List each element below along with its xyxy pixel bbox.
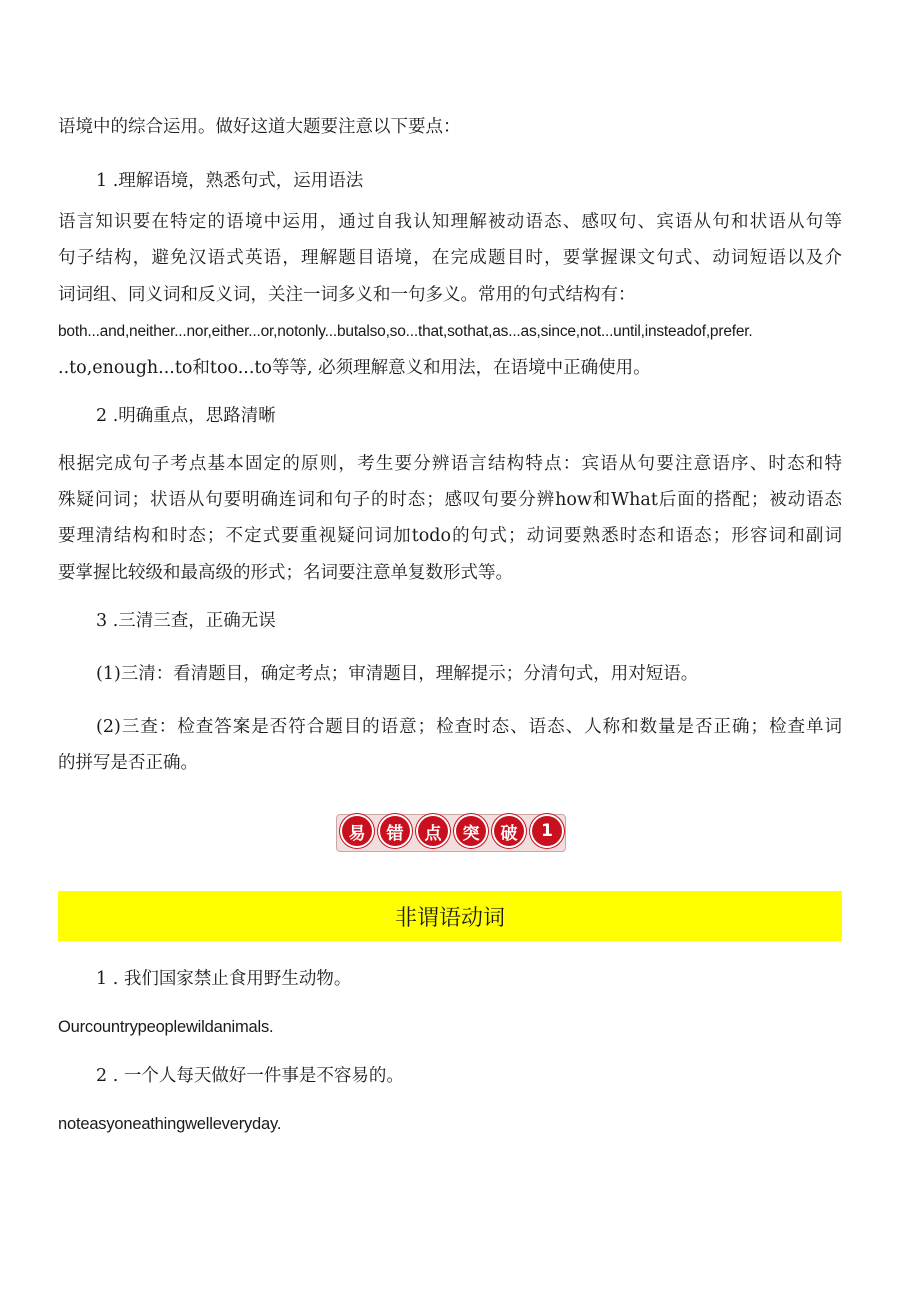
paragraph-line: ..to,enough...to和too...to等等, 必须理解意义和用法，在语境中正确使用。 xyxy=(58,358,651,378)
point-3-heading: 3 .三清三查，正确无误 xyxy=(96,611,276,631)
badge-char: 1 xyxy=(532,816,562,846)
point-3-sub-1: (1)三清：看清题目，确定考点；审清题目，理解提示；分清句式，用对短语。 xyxy=(96,664,699,684)
paragraph-line: 根据完成句子考点基本固定的原则，考生要分辨语言结构特点：宾语从句要注意语序、时态和特 xyxy=(58,454,842,474)
paragraph-line: 要理清结构和时态；不定式要重视疑问词加todo的句式；动词要熟悉时态和语态；形容词和副词 xyxy=(58,526,842,546)
paragraph-line: both...and,neither...nor,either...or,notonly...butalso,so...that,sothat,as...as,since,not...until,insteadof,prefer. xyxy=(58,323,753,340)
paragraph-line: 殊疑问词；状语从句要明确连词和句子的时态；感叹句要分辨how和What后面的搭配；被动语态 xyxy=(58,490,842,510)
exercise-answer: Ourcountrypeoplewildanimals. xyxy=(58,1018,274,1036)
section-banner xyxy=(58,891,842,941)
badge-char: 点 xyxy=(418,816,448,846)
paragraph-line: 词词组、同义词和反义词，关注一词多义和一句多义。常用的句式结构有： xyxy=(58,285,636,305)
badge-char: 破 xyxy=(494,816,524,846)
paragraph-line: 句子结构，避免汉语式英语，理解题目语境，在完成题目时，要掌握课文句式、动词短语以及介 xyxy=(58,248,842,268)
paragraph-line: 要掌握比较级和最高级的形式；名词要注意单复数形式等。 xyxy=(58,563,513,583)
point-3-sub-2: (2)三查：检查答案是否符合题目的语意；检查时态、语态、人称和数量是否正确；检查单词 xyxy=(96,717,842,737)
point-1-heading: 1 .理解语境，熟悉句式，运用语法 xyxy=(96,171,364,191)
exercise-question: 1 . 我们国家禁止食用野生动物。 xyxy=(96,969,352,989)
error-breakthrough-badge xyxy=(336,812,564,852)
exercise-question: 2 . 一个人每天做好一件事是不容易的。 xyxy=(96,1066,404,1086)
badge-char: 错 xyxy=(380,816,410,846)
paragraph-line: 语言知识要在特定的语境中运用，通过自我认知理解被动语态、感叹句、宾语从句和状语从句等 xyxy=(58,212,842,232)
badge-char: 突 xyxy=(456,816,486,846)
exercise-answer: noteasyoneathingwelleveryday. xyxy=(58,1115,282,1133)
intro-text: 语境中的综合运用。做好这道大题要注意以下要点： xyxy=(58,117,461,137)
section-title: 非谓语动词 xyxy=(394,905,505,931)
badge-characters xyxy=(342,816,562,846)
point-2-heading: 2 .明确重点，思路清晰 xyxy=(96,406,276,426)
point-3-sub-2-cont: 的拼写是否正确。 xyxy=(58,753,198,773)
badge-char: 易 xyxy=(342,816,372,846)
